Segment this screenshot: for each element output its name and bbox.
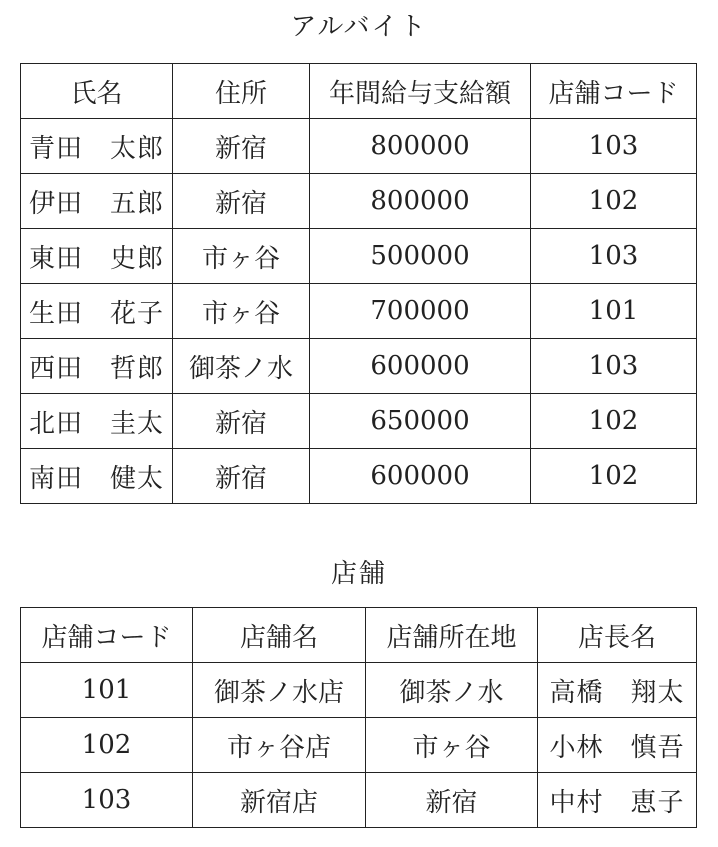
cell-name: 西田 哲郎 — [21, 339, 173, 394]
cell-store-code: 103 — [531, 119, 697, 174]
table-row — [21, 449, 697, 504]
table-row — [21, 394, 697, 449]
table-row — [21, 284, 697, 339]
cell-manager-name: 小林 慎吾 — [538, 718, 697, 773]
cell-annual-salary: 700000 — [310, 284, 531, 339]
cell-store-name: 新宿店 — [193, 773, 366, 828]
cell-name: 南田 健太 — [21, 449, 173, 504]
cell-manager-name: 中村 恵子 — [538, 773, 697, 828]
cell-store-location: 市ヶ谷 — [366, 718, 538, 773]
store-table — [20, 607, 697, 828]
cell-store-name: 市ヶ谷店 — [193, 718, 366, 773]
cell-name: 北田 圭太 — [21, 394, 173, 449]
column-header-store-code: 店舗コード — [21, 608, 193, 663]
cell-store-code: 103 — [531, 229, 697, 284]
cell-name: 東田 史郎 — [21, 229, 173, 284]
cell-address: 市ヶ谷 — [173, 229, 310, 284]
cell-name: 青田 太郎 — [21, 119, 173, 174]
cell-annual-salary: 800000 — [310, 174, 531, 229]
table-row — [21, 339, 697, 394]
table-header-row — [21, 608, 697, 663]
cell-name: 伊田 五郎 — [21, 174, 173, 229]
cell-address: 御茶ノ水 — [173, 339, 310, 394]
column-header-store-name: 店舗名 — [193, 608, 366, 663]
cell-store-code: 102 — [531, 449, 697, 504]
arbeit-table-title: アルバイト — [290, 12, 428, 42]
cell-annual-salary: 500000 — [310, 229, 531, 284]
cell-manager-name: 高橋 翔太 — [538, 663, 697, 718]
table-row — [21, 718, 697, 773]
cell-store-code: 102 — [531, 174, 697, 229]
cell-annual-salary: 600000 — [310, 339, 531, 394]
cell-address: 新宿 — [173, 394, 310, 449]
arbeit-table — [20, 63, 697, 504]
table-row — [21, 773, 697, 828]
column-header-manager-name: 店長名 — [538, 608, 697, 663]
cell-store-code: 102 — [531, 394, 697, 449]
column-header-store-location: 店舗所在地 — [366, 608, 538, 663]
cell-annual-salary: 600000 — [310, 449, 531, 504]
cell-store-code: 103 — [531, 339, 697, 394]
table-row — [21, 119, 697, 174]
cell-address: 新宿 — [173, 449, 310, 504]
cell-store-location: 新宿 — [366, 773, 538, 828]
cell-annual-salary: 800000 — [310, 119, 531, 174]
store-table-title: 店舗 — [330, 559, 387, 589]
cell-address: 新宿 — [173, 119, 310, 174]
cell-name: 生田 花子 — [21, 284, 173, 339]
column-header-name: 氏名 — [21, 64, 173, 119]
column-header-store-code: 店舗コード — [531, 64, 697, 119]
cell-annual-salary: 650000 — [310, 394, 531, 449]
column-header-annual-salary: 年間給与支給額 — [310, 64, 531, 119]
table-row — [21, 663, 697, 718]
column-header-address: 住所 — [173, 64, 310, 119]
cell-store-code: 102 — [21, 718, 193, 773]
cell-address: 市ヶ谷 — [173, 284, 310, 339]
cell-store-code: 101 — [21, 663, 193, 718]
cell-store-code: 103 — [21, 773, 193, 828]
cell-store-name: 御茶ノ水店 — [193, 663, 366, 718]
table-header-row — [21, 64, 697, 119]
cell-address: 新宿 — [173, 174, 310, 229]
table-row — [21, 229, 697, 284]
cell-store-code: 101 — [531, 284, 697, 339]
cell-store-location: 御茶ノ水 — [366, 663, 538, 718]
table-row — [21, 174, 697, 229]
